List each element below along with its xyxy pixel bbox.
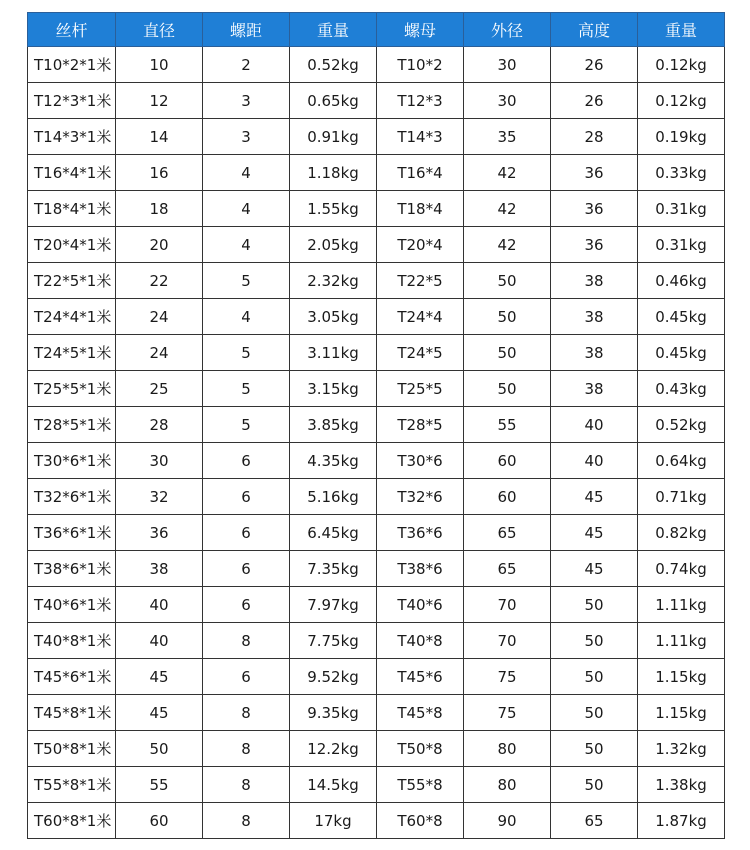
table-cell: T38*6 <box>377 551 464 587</box>
table-cell: 6 <box>203 659 290 695</box>
table-cell: T32*6*1米 <box>28 479 116 515</box>
column-header: 螺距 <box>203 13 290 47</box>
table-cell: 5 <box>203 335 290 371</box>
table-row <box>28 515 725 551</box>
table-cell: 45 <box>551 551 638 587</box>
table-cell: 6 <box>203 515 290 551</box>
table-cell: 50 <box>464 263 551 299</box>
table-row <box>28 623 725 659</box>
column-header: 重量 <box>638 13 725 47</box>
table-cell: 8 <box>203 767 290 803</box>
table-cell: 80 <box>464 767 551 803</box>
table-cell: 2.05kg <box>290 227 377 263</box>
table-cell: 50 <box>551 767 638 803</box>
table-cell: T14*3*1米 <box>28 119 116 155</box>
table-cell: 50 <box>551 731 638 767</box>
table-cell: 32 <box>116 479 203 515</box>
table-cell: 1.11kg <box>638 587 725 623</box>
table-cell: 65 <box>464 515 551 551</box>
table-cell: 0.45kg <box>638 299 725 335</box>
table-cell: 1.87kg <box>638 803 725 839</box>
table-row <box>28 371 725 407</box>
column-header: 丝杆 <box>28 13 116 47</box>
table-cell: 90 <box>464 803 551 839</box>
table-cell: 16 <box>116 155 203 191</box>
table-cell: 6 <box>203 443 290 479</box>
table-cell: 4 <box>203 227 290 263</box>
table-cell: T25*5 <box>377 371 464 407</box>
table-cell: 14.5kg <box>290 767 377 803</box>
table-cell: 42 <box>464 191 551 227</box>
table-cell: 26 <box>551 83 638 119</box>
table-cell: 36 <box>116 515 203 551</box>
table-cell: 1.15kg <box>638 659 725 695</box>
table-cell: T14*3 <box>377 119 464 155</box>
table-cell: 0.65kg <box>290 83 377 119</box>
table-cell: 3 <box>203 119 290 155</box>
table-body <box>28 47 725 839</box>
table-cell: 4 <box>203 155 290 191</box>
header-row <box>28 13 725 47</box>
table-cell: 4 <box>203 299 290 335</box>
table-cell: T24*5 <box>377 335 464 371</box>
table-cell: 9.35kg <box>290 695 377 731</box>
table-cell: 2.32kg <box>290 263 377 299</box>
table-cell: 60 <box>116 803 203 839</box>
table-cell: T50*8 <box>377 731 464 767</box>
table-cell: 75 <box>464 695 551 731</box>
table-cell: T22*5 <box>377 263 464 299</box>
table-cell: T40*8 <box>377 623 464 659</box>
table-row <box>28 335 725 371</box>
table-cell: 3.85kg <box>290 407 377 443</box>
table-cell: 3 <box>203 83 290 119</box>
table-cell: 45 <box>551 479 638 515</box>
table-cell: 28 <box>551 119 638 155</box>
table-cell: 40 <box>116 587 203 623</box>
table-cell: 7.35kg <box>290 551 377 587</box>
table-cell: T28*5*1米 <box>28 407 116 443</box>
table-cell: 6.45kg <box>290 515 377 551</box>
table-cell: 36 <box>551 155 638 191</box>
table-cell: T60*8*1米 <box>28 803 116 839</box>
table-cell: 20 <box>116 227 203 263</box>
table-cell: 14 <box>116 119 203 155</box>
table-cell: 0.12kg <box>638 47 725 83</box>
table-cell: 6 <box>203 551 290 587</box>
table-row <box>28 695 725 731</box>
table-cell: 0.52kg <box>638 407 725 443</box>
table-cell: 26 <box>551 47 638 83</box>
table-cell: 50 <box>551 659 638 695</box>
table-cell: 0.91kg <box>290 119 377 155</box>
table-cell: 6 <box>203 587 290 623</box>
table-cell: 50 <box>116 731 203 767</box>
column-header: 直径 <box>116 13 203 47</box>
table-cell: T50*8*1米 <box>28 731 116 767</box>
table-cell: T12*3 <box>377 83 464 119</box>
table-cell: 50 <box>551 695 638 731</box>
table-cell: 1.38kg <box>638 767 725 803</box>
table-cell: 8 <box>203 695 290 731</box>
table-row <box>28 659 725 695</box>
table-cell: T24*4*1米 <box>28 299 116 335</box>
table-cell: 80 <box>464 731 551 767</box>
table-cell: 3.05kg <box>290 299 377 335</box>
table-cell: 50 <box>464 371 551 407</box>
table-cell: 0.52kg <box>290 47 377 83</box>
table-cell: T45*8*1米 <box>28 695 116 731</box>
column-header: 高度 <box>551 13 638 47</box>
table-cell: 0.45kg <box>638 335 725 371</box>
table-cell: 0.82kg <box>638 515 725 551</box>
table-cell: 36 <box>551 227 638 263</box>
table-cell: 50 <box>551 623 638 659</box>
table-cell: 22 <box>116 263 203 299</box>
table-cell: 38 <box>116 551 203 587</box>
table-cell: T18*4 <box>377 191 464 227</box>
table-cell: 5 <box>203 371 290 407</box>
table-cell: 8 <box>203 623 290 659</box>
table-cell: T12*3*1米 <box>28 83 116 119</box>
table-cell: 55 <box>464 407 551 443</box>
column-header: 螺母 <box>377 13 464 47</box>
table-cell: 12.2kg <box>290 731 377 767</box>
table-row <box>28 119 725 155</box>
column-header: 外径 <box>464 13 551 47</box>
table-row <box>28 227 725 263</box>
table-cell: 30 <box>116 443 203 479</box>
table-cell: 65 <box>464 551 551 587</box>
table-cell: 0.31kg <box>638 227 725 263</box>
table-cell: T40*6*1米 <box>28 587 116 623</box>
table-cell: 1.18kg <box>290 155 377 191</box>
table-cell: 45 <box>116 695 203 731</box>
table-cell: 5 <box>203 407 290 443</box>
table-cell: 3.11kg <box>290 335 377 371</box>
table-row <box>28 263 725 299</box>
table-cell: 38 <box>551 299 638 335</box>
table-cell: 2 <box>203 47 290 83</box>
table-cell: T45*6 <box>377 659 464 695</box>
table-row <box>28 731 725 767</box>
table-cell: T22*5*1米 <box>28 263 116 299</box>
table-cell: 30 <box>464 47 551 83</box>
table-row <box>28 407 725 443</box>
table-cell: T28*5 <box>377 407 464 443</box>
table-cell: 40 <box>551 443 638 479</box>
table-cell: T20*4 <box>377 227 464 263</box>
table-cell: 50 <box>551 587 638 623</box>
table-cell: 38 <box>551 371 638 407</box>
spec-table-container <box>27 12 724 839</box>
table-cell: T55*8 <box>377 767 464 803</box>
table-cell: T32*6 <box>377 479 464 515</box>
table-cell: 65 <box>551 803 638 839</box>
table-cell: 24 <box>116 299 203 335</box>
table-cell: T10*2 <box>377 47 464 83</box>
table-cell: 0.74kg <box>638 551 725 587</box>
table-cell: T60*8 <box>377 803 464 839</box>
table-cell: 35 <box>464 119 551 155</box>
table-cell: T30*6*1米 <box>28 443 116 479</box>
spec-table <box>27 12 725 839</box>
table-cell: 0.64kg <box>638 443 725 479</box>
table-row <box>28 443 725 479</box>
table-cell: 42 <box>464 155 551 191</box>
table-cell: 6 <box>203 479 290 515</box>
table-cell: 1.11kg <box>638 623 725 659</box>
table-row <box>28 299 725 335</box>
table-cell: 70 <box>464 587 551 623</box>
table-row <box>28 767 725 803</box>
table-cell: 8 <box>203 731 290 767</box>
table-cell: 50 <box>464 299 551 335</box>
table-cell: 50 <box>464 335 551 371</box>
table-cell: T16*4*1米 <box>28 155 116 191</box>
table-cell: 42 <box>464 227 551 263</box>
table-cell: T25*5*1米 <box>28 371 116 407</box>
table-cell: T16*4 <box>377 155 464 191</box>
table-cell: 0.43kg <box>638 371 725 407</box>
table-cell: T30*6 <box>377 443 464 479</box>
table-cell: 40 <box>551 407 638 443</box>
table-cell: 0.31kg <box>638 191 725 227</box>
table-row <box>28 551 725 587</box>
table-cell: T10*2*1米 <box>28 47 116 83</box>
table-cell: T38*6*1米 <box>28 551 116 587</box>
table-cell: 38 <box>551 335 638 371</box>
table-cell: 28 <box>116 407 203 443</box>
table-cell: 55 <box>116 767 203 803</box>
table-cell: 60 <box>464 443 551 479</box>
table-cell: 1.55kg <box>290 191 377 227</box>
table-cell: T36*6 <box>377 515 464 551</box>
table-cell: 8 <box>203 803 290 839</box>
column-header: 重量 <box>290 13 377 47</box>
table-cell: 4.35kg <box>290 443 377 479</box>
table-cell: 25 <box>116 371 203 407</box>
table-cell: T20*4*1米 <box>28 227 116 263</box>
table-cell: T18*4*1米 <box>28 191 116 227</box>
table-header <box>28 13 725 47</box>
table-cell: 70 <box>464 623 551 659</box>
table-cell: 0.71kg <box>638 479 725 515</box>
table-cell: 75 <box>464 659 551 695</box>
table-cell: 10 <box>116 47 203 83</box>
table-cell: 1.15kg <box>638 695 725 731</box>
table-cell: 60 <box>464 479 551 515</box>
table-cell: T40*8*1米 <box>28 623 116 659</box>
table-cell: 9.52kg <box>290 659 377 695</box>
table-cell: T45*8 <box>377 695 464 731</box>
table-cell: 7.97kg <box>290 587 377 623</box>
table-cell: 12 <box>116 83 203 119</box>
table-row <box>28 191 725 227</box>
table-cell: 5.16kg <box>290 479 377 515</box>
table-cell: 3.15kg <box>290 371 377 407</box>
table-row <box>28 155 725 191</box>
table-cell: 45 <box>551 515 638 551</box>
table-cell: 24 <box>116 335 203 371</box>
table-cell: 30 <box>464 83 551 119</box>
table-cell: 17kg <box>290 803 377 839</box>
table-cell: 1.32kg <box>638 731 725 767</box>
table-cell: 40 <box>116 623 203 659</box>
table-cell: 4 <box>203 191 290 227</box>
table-cell: T45*6*1米 <box>28 659 116 695</box>
table-row <box>28 479 725 515</box>
table-cell: 45 <box>116 659 203 695</box>
table-cell: 7.75kg <box>290 623 377 659</box>
table-cell: 38 <box>551 263 638 299</box>
table-cell: 5 <box>203 263 290 299</box>
table-cell: 36 <box>551 191 638 227</box>
table-cell: 0.19kg <box>638 119 725 155</box>
table-cell: T40*6 <box>377 587 464 623</box>
table-row <box>28 803 725 839</box>
table-row <box>28 47 725 83</box>
table-cell: T24*4 <box>377 299 464 335</box>
table-cell: T36*6*1米 <box>28 515 116 551</box>
table-cell: 18 <box>116 191 203 227</box>
table-cell: T55*8*1米 <box>28 767 116 803</box>
table-cell: T24*5*1米 <box>28 335 116 371</box>
table-cell: 0.46kg <box>638 263 725 299</box>
table-row <box>28 83 725 119</box>
table-row <box>28 587 725 623</box>
table-cell: 0.33kg <box>638 155 725 191</box>
table-cell: 0.12kg <box>638 83 725 119</box>
